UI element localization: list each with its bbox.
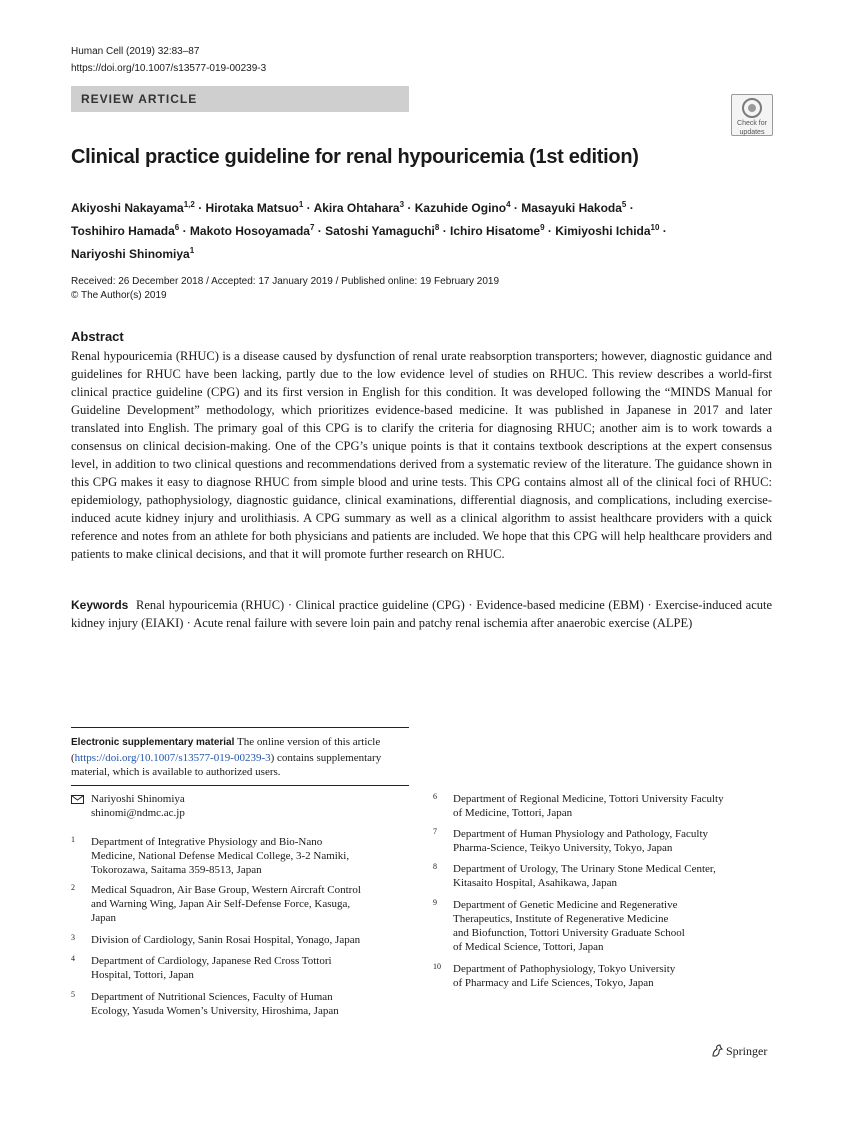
publisher-name: Springer <box>726 1044 768 1058</box>
author[interactable]: Ichiro Hisatome$^9$ <box>450 223 545 238</box>
author[interactable]: Kimiyoshi Ichida$^{10}$ <box>555 223 660 238</box>
author-list: Akiyoshi Nakayama$^{1,2}$ · Hirotaka Matsuo$^1$ · Akira Ohtahara$^3$ · Kazuhide Ogino$^4$ · Masayuki Hakoda$^5$ · Toshihiro Hamada$^6$ · Makoto Hosoyamada$^7$ · Satoshi Yamaguchi$^8$ · Ichiro Hisatome$^9$ · Kimiyoshi Ichida$^{10}$ · Nariyoshi Shinomiya$^1$ <box>71 200 667 261</box>
check-for-updates-badge[interactable] <box>731 94 773 136</box>
author[interactable]: Masayuki Hakoda$^5$ <box>521 200 627 215</box>
supplementary-label: Electronic supplementary material <box>71 737 235 748</box>
keywords <box>71 596 772 632</box>
envelope-icon <box>71 795 84 804</box>
publisher-logo <box>711 1044 767 1059</box>
supplementary-link[interactable]: https://doi.org/10.1007/s13577-019-00239-3 <box>74 751 271 764</box>
author[interactable]: Akira Ohtahara$^3$ <box>313 200 405 215</box>
supplementary-note: Electronic supplementary material The online version of this article (https://doi.org/10.1007/s13577-019-00239-3) contains supplementary material, which is available to authorized users. <box>71 736 382 778</box>
article-title: Clinical practice guideline for renal hypouricemia (1st edition) <box>71 146 639 168</box>
keywords-text: Renal hypouricemia (RHUC) · Clinical practice guideline (CPG) · Evidence-based medicine (EBM) · Exercise-induced acute kidney injury (EIAKI) · Acute renal failure with severe loin pain and patchy renal ischemia after anaerobic exercise (ALPE) <box>71 598 773 630</box>
journal-citation <box>71 43 266 77</box>
author[interactable]: Satoshi Yamaguchi$^8$ <box>325 223 440 238</box>
doi-link[interactable]: https://doi.org/10.1007/s13577-019-00239-3 <box>71 63 267 74</box>
check-updates-line1: Check for <box>737 120 767 127</box>
author[interactable]: Toshihiro Hamada$^6$ <box>71 223 180 238</box>
author[interactable]: Kazuhide Ogino$^4$ <box>414 200 511 215</box>
abstract-heading: Abstract <box>71 329 124 344</box>
check-updates-icon <box>742 98 762 118</box>
keywords-label: Keywords <box>71 598 129 612</box>
check-updates-line2: updates <box>739 129 765 136</box>
article-type-banner <box>71 86 409 112</box>
journal-name: Human Cell (2019) 32:83–87 <box>71 46 200 57</box>
author[interactable]: Akiyoshi Nakayama$^{1,2}$ <box>71 200 195 215</box>
article-type: REVIEW ARTICLE <box>81 92 198 106</box>
author[interactable]: Makoto Hosoyamada$^7$ <box>189 223 315 238</box>
author[interactable]: Nariyoshi Shinomiya$^1$ <box>71 246 195 261</box>
publication-dates <box>71 275 499 303</box>
email-link[interactable]: shinomi@ndmc.ac.jp <box>91 807 185 819</box>
history-dates: Received: 26 December 2018 / Accepted: 17 January 2019 / Published online: 19 February 2019 <box>71 276 500 287</box>
copyright: © The Author(s) 2019 <box>71 290 167 301</box>
springer-horse-icon <box>711 1044 723 1057</box>
author[interactable]: Hirotaka Matsuo$^1$ <box>205 200 304 215</box>
divider <box>71 785 409 786</box>
abstract-text: Renal hypouricemia (RHUC) is a disease caused by dysfunction of renal urate reabsorption transporters; however, diagnostic guidance and guidelines for RHUC have been lacking, partly due to the low evidence level of studies on RHUC. This review describes a world-first clinical practice guideline (CPG) and its first version in English for this condition. It was developed following the “MINDS Manual for Guideline Development” methodology, which prioritizes evidence-based medicine. It was published in Japanese in 2017 and later translated into English. The primary goal of this CPG is to clarify the criteria for diagnosing RHUC; another aim is to work towards a consensus on clinical decision-making. One of the CPG’s unique points is that it contains textbook descriptions at the expert consensus level, in addition to two clinical questions and recommendations derived from a systematic review of the literature. The guidance shown in this CPG makes it easy to diagnose RHUC from simple blood and urine tests. This CPG contains almost all of the clinical foci of RHUC: epidemiology, pathophysiology, diagnostic guidance, clinical examinations, differential diagnosis, and complications, including exercise-induced acute kidney injury and urolithiasis. A CPG summary as well as a clinical algorithm to assist healthcare providers with a quick reference and notes from an athlete for both physicians and patients are included. We hope that this CPG will help healthcare providers and patients to make clinical decisions, and that it will promote further research on RHUC. <box>71 349 772 561</box>
corresponding-author: Nariyoshi Shinomiya <box>91 793 185 805</box>
divider <box>71 727 409 728</box>
